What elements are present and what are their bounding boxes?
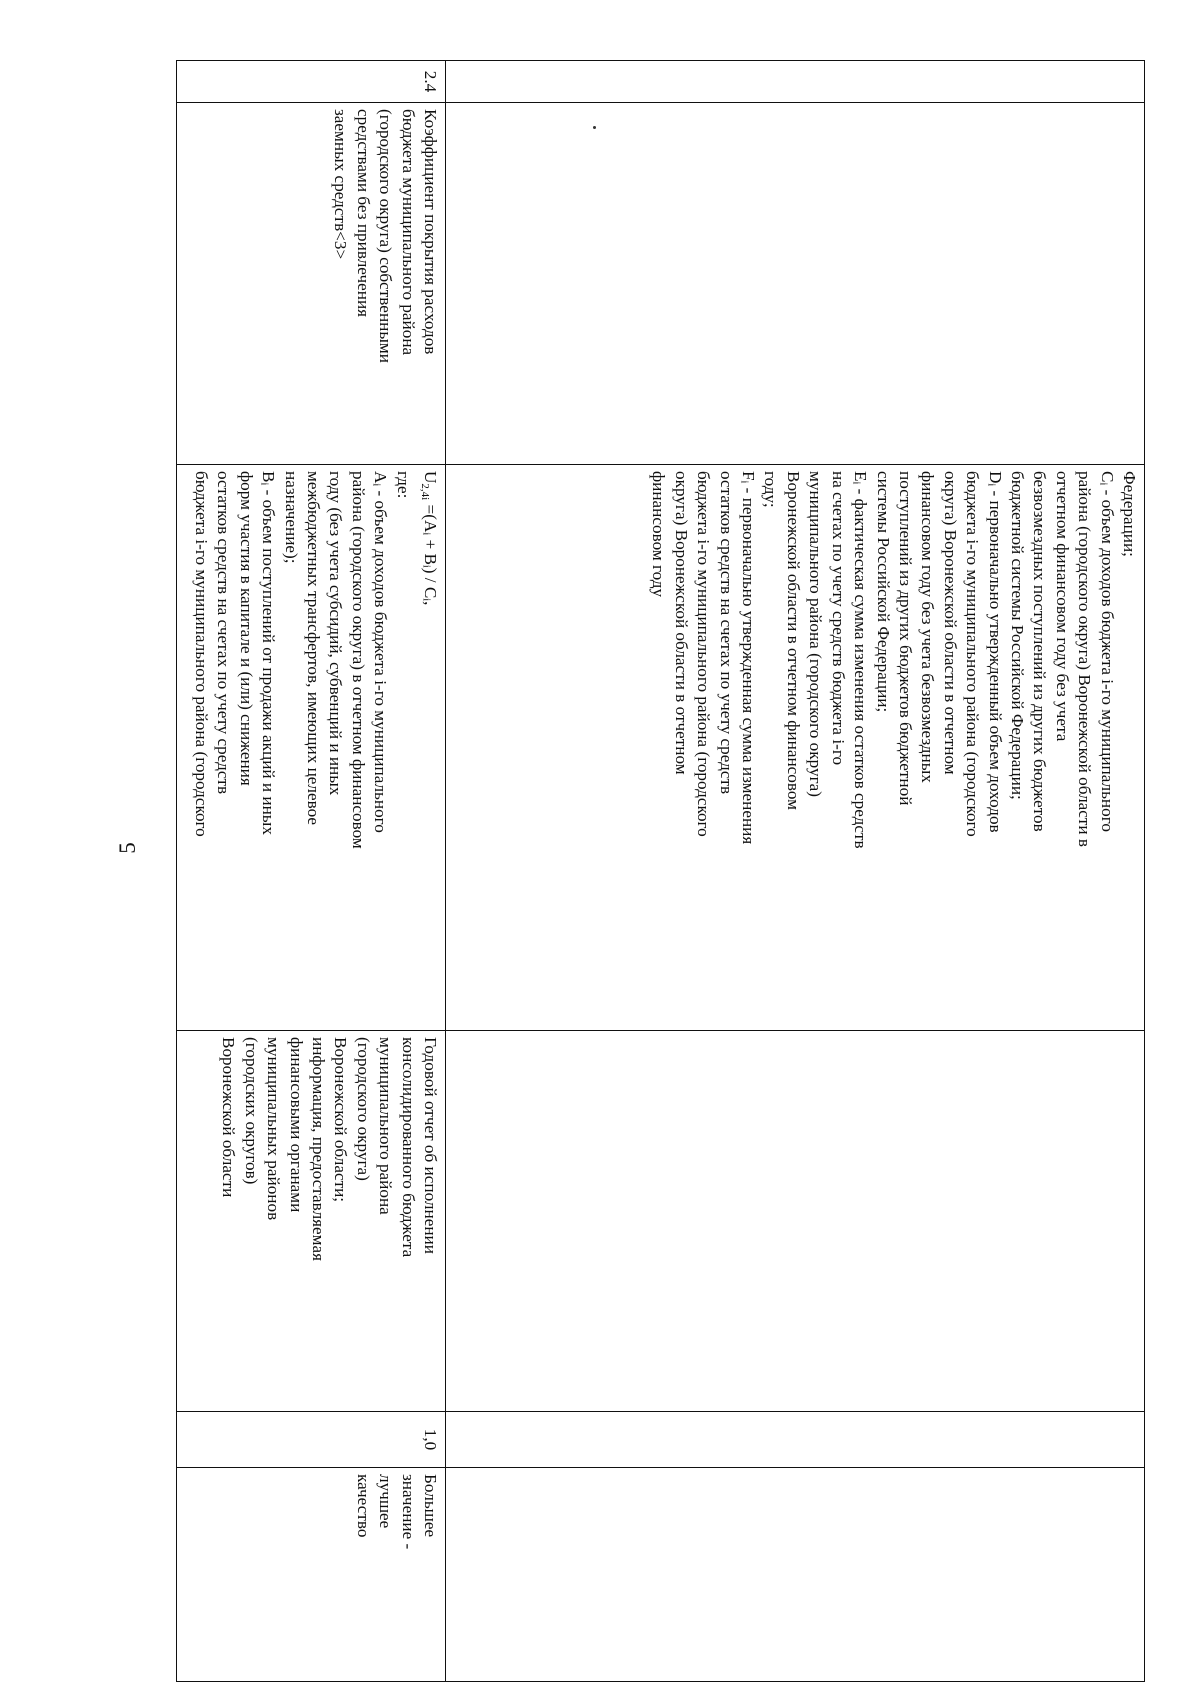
- weight-cell: [446, 1412, 1145, 1468]
- indicator-line: заемных средств<3>: [331, 109, 351, 260]
- formula-line: финансовом году: [649, 471, 669, 598]
- formula-line: бюджета i-го муниципального района (городского: [694, 471, 714, 837]
- formula-line: Dᵢ - первоначально утвержденный объем доходов: [985, 471, 1005, 833]
- formula-line: форм участия в капитале и (или) снижения: [236, 471, 256, 786]
- source-line: муниципального района: [376, 1037, 396, 1215]
- formula-line: межбюджетных трансфертов, имеющих целевое: [303, 471, 323, 826]
- source-line: (городского округа): [353, 1037, 373, 1181]
- formula-line: поступлений из других бюджетов бюджетной: [895, 471, 915, 806]
- indicators-table: [176, 60, 1145, 1682]
- quality-line: лучшее: [376, 1474, 396, 1529]
- number-cell: [446, 61, 1145, 103]
- source-line: муниципальных районов: [264, 1037, 284, 1221]
- formula-line: году;: [761, 471, 781, 508]
- formula-line: Воронежской области в отчетном финансовом: [783, 471, 803, 811]
- source-line: консолидированного бюджета: [398, 1037, 418, 1258]
- page-number: 5: [115, 842, 140, 854]
- source-cell: [446, 1031, 1145, 1412]
- formula-line: округа) Воронежской области в отчетном: [940, 471, 960, 775]
- formula-line: назначение);: [281, 471, 301, 564]
- source-line: Годовой отчет об исполнении: [421, 1037, 440, 1254]
- indicator-line: (городского округа) собственными: [376, 109, 396, 363]
- source-line: (городских округов): [241, 1037, 261, 1185]
- quality-cell: [177, 1468, 446, 1682]
- indicator-cell: [446, 103, 1145, 465]
- formula-line: остатков средств на счетах по учету средств: [716, 471, 736, 795]
- indicator-line: Коэффициент покрытия расходов: [421, 109, 440, 355]
- source-line: Воронежской области;: [331, 1037, 351, 1203]
- formula-line: финансовом году без учета безвозмездных: [918, 471, 938, 783]
- formula-line: безвозмездных поступлений из других бюджетов: [1030, 471, 1050, 832]
- source-line: финансовыми органами: [286, 1037, 306, 1213]
- formula-line: Cᵢ - объем доходов бюджета i-го муниципального: [1097, 471, 1117, 832]
- table-row: [446, 61, 1145, 1682]
- source-cell: [177, 1031, 446, 1412]
- indicator-line: средствами без привлечения: [353, 109, 373, 318]
- formula-line: остатков средств на счетах по учету средств: [214, 471, 234, 795]
- formula-line: округа) Воронежской области в отчетном: [671, 471, 691, 775]
- formula-main: $U_{2,4i}$ =(Aᵢ + Bᵢ) / Cᵢ,: [419, 471, 440, 606]
- formula-line: Fᵢ - первоначально утвержденная сумма изменения: [739, 471, 759, 845]
- source-line: Воронежской области: [219, 1037, 239, 1198]
- formula-line: на счетах по учету средств бюджета i-го: [828, 471, 848, 766]
- formula-line: бюджета i-го муниципального района (городского: [191, 471, 211, 837]
- quality-cell: [446, 1468, 1145, 1682]
- quality-line: качество: [353, 1474, 373, 1538]
- indicator-cell: [177, 103, 446, 465]
- formula-line: году (без учета субсидий, субвенций и иных: [326, 471, 346, 796]
- table-row: [177, 61, 446, 1682]
- indicator-line: бюджета муниципального района: [398, 109, 418, 356]
- formula-cell: [177, 465, 446, 1031]
- formula-line: бюджетной системы Российской Федерации;: [1007, 471, 1027, 800]
- formula-line: где:: [393, 471, 413, 499]
- quality-line: значение -: [398, 1474, 418, 1550]
- rotated-table-container: [177, 60, 1145, 1681]
- formula-line: района (городского округа) в отчетном финансовом: [348, 471, 368, 849]
- quality-line: Большее: [421, 1474, 440, 1538]
- formula-line: муниципального района (городского округа): [806, 471, 826, 797]
- formula-line: Aᵢ - объем доходов бюджета i-го муниципального: [371, 471, 391, 833]
- source-line: информация, предоставляемая: [308, 1037, 328, 1261]
- formula-line: отчетном финансовом году без учета: [1052, 471, 1072, 742]
- number-cell: 2.4: [177, 61, 446, 103]
- formula-line: Bᵢ - объем поступлений от продажи акций и иных: [259, 471, 279, 835]
- weight-cell: 1,0: [177, 1412, 446, 1468]
- formula-line: Федерации;: [1120, 471, 1139, 557]
- formula-line: района (городского округа) Воронежской области в: [1075, 471, 1095, 848]
- formula-line: бюджета i-го муниципального района (городского: [963, 471, 983, 837]
- formula-line: Eᵢ - фактическая сумма изменения остатков средств: [851, 471, 871, 849]
- formula-line: системы Российской Федерации;: [873, 471, 893, 713]
- formula-cell: [446, 465, 1145, 1031]
